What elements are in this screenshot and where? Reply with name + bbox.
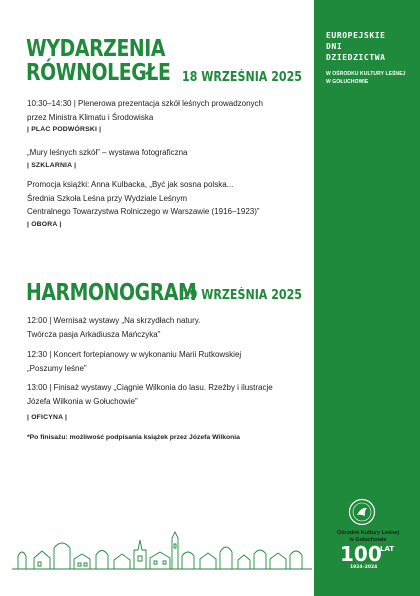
event-text: 12:00 | Wernisaż wystawy „Na skrzydłach natury.: [27, 316, 201, 325]
event-text: „Mury leśnych szkół” – wystawa fotograficzna: [27, 148, 188, 157]
org-line: w Gołuchowie: [349, 537, 387, 543]
event-text: 13:00 | Finisaż wystawy „Ciągnie Wilkonia do lasu. Rzeźby i ilustracje: [27, 383, 273, 392]
event-item: [27, 348, 307, 375]
sidebar-title-line: DZIEDZICTWA: [326, 53, 386, 62]
section2-title: HARMONOGRAM: [26, 280, 197, 306]
event-item: [27, 97, 307, 135]
event-text: Promocja książki: Anna Kulbacka, „Być jak sosna polska...: [27, 180, 234, 189]
org-line: Ośrodek Kultury Leśnej: [336, 530, 400, 536]
sidebar-subtitle-line: W GOŁUCHOWIE: [326, 79, 369, 85]
event-text: Centralnego Towarzystwa Rolniczego w Warszawie (1916–1923)”: [27, 207, 260, 216]
village-skyline-illustration: [12, 528, 312, 570]
sidebar-title: [326, 30, 386, 63]
section1-date: 18 WRZEŚNIA 2025: [182, 70, 302, 85]
sidebar-subtitle-line: W OŚRODKU KULTURY LEŚNEJ: [326, 71, 406, 77]
sidebar-title-line: DNI: [326, 42, 343, 51]
event-place: | SZKLARNIA |: [27, 161, 77, 169]
forest-culture-logo-icon: [348, 498, 376, 526]
anniversary-word: LAT: [380, 545, 395, 553]
event-text: przez Ministra Klimatu i Środowiska: [27, 112, 154, 122]
anniversary-years: 1924–2024: [350, 565, 378, 570]
event-text: Józefa Wilkonia w Gołuchowie”: [27, 396, 138, 406]
event-place: | OFICYNA |: [27, 414, 68, 421]
sidebar-subtitle: [326, 70, 406, 86]
anniversary-100-lat-logo: [336, 540, 400, 570]
event-text: 10:30–14:30 | Plenerowa prezentacja szkół leśnych prowadzonych: [27, 99, 263, 108]
event-item: [27, 381, 307, 423]
section1-title-line1: WYDARZENIA: [26, 36, 166, 62]
event-text: 12:30 | Koncert fortepianowy w wykonaniu Marii Rutkowskiej: [27, 350, 242, 359]
event-text: „Poszumy leśne”: [27, 363, 87, 373]
event-place: | OBORA |: [27, 220, 62, 228]
footnote: *Po finisażu: możliwość podpisania książek przez Józefa Wilkonia: [27, 434, 240, 441]
anniversary-number: 100: [340, 542, 382, 566]
event-text: Średnia Szkoła Leśna przy Wydziale Leśnym: [27, 193, 188, 203]
event-item: [27, 146, 307, 171]
section2-date: 19 WRZEŚNIA 2025: [182, 288, 302, 303]
section1-title-line2: RÓWNOLEGŁE: [26, 60, 171, 86]
event-text: Twórcza pasja Arkadiusza Mańczyka”: [27, 329, 161, 339]
event-item: [27, 314, 307, 341]
event-place: | PLAC PODWÓRSKI |: [27, 126, 102, 133]
sidebar-title-line: EUROPEJSKIE: [326, 31, 386, 40]
event-item: [27, 178, 307, 230]
